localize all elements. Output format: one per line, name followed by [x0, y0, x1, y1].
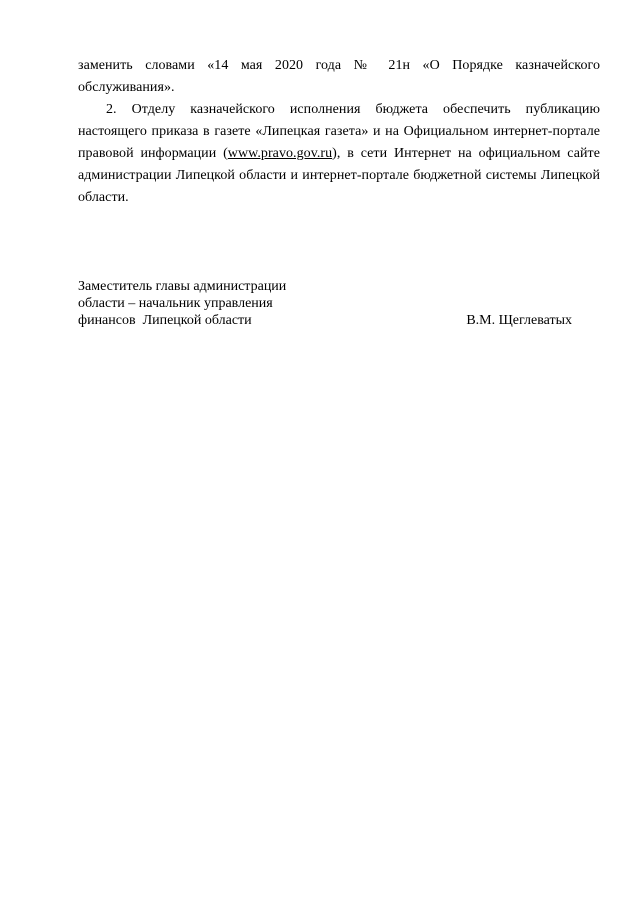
- signatory-position-line-1: Заместитель главы администрации: [78, 279, 287, 294]
- paragraph-continuation: заменить словами «14 мая 2020 года № 21н «О Порядке казначейского обслуживания».: [78, 58, 600, 95]
- signatory-position-line-3: финансов Липецкой области: [78, 313, 252, 328]
- pravo-gov-link[interactable]: www.pravo.gov.ru: [227, 146, 333, 161]
- signatory-position-line-2: области – начальник управления: [78, 296, 273, 311]
- paragraph-text-after-link: ), в сети Интернет на официальном сайте администрации Липецкой области и интернет-портале бюджетной системы Липецкой области.: [78, 146, 600, 205]
- document-body: [78, 55, 600, 209]
- signature-block: [78, 278, 600, 329]
- signatory-name: В.М. Щеглеватых: [466, 313, 572, 328]
- paragraph-publication-order: [78, 99, 600, 209]
- paragraph-text-before-link: 2. Отделу казначейского исполнения бюджета обеспечить публикацию настоящего приказа в газете «Липецкая газета» и на Официальном интернет-портале правовой информации (: [78, 102, 600, 161]
